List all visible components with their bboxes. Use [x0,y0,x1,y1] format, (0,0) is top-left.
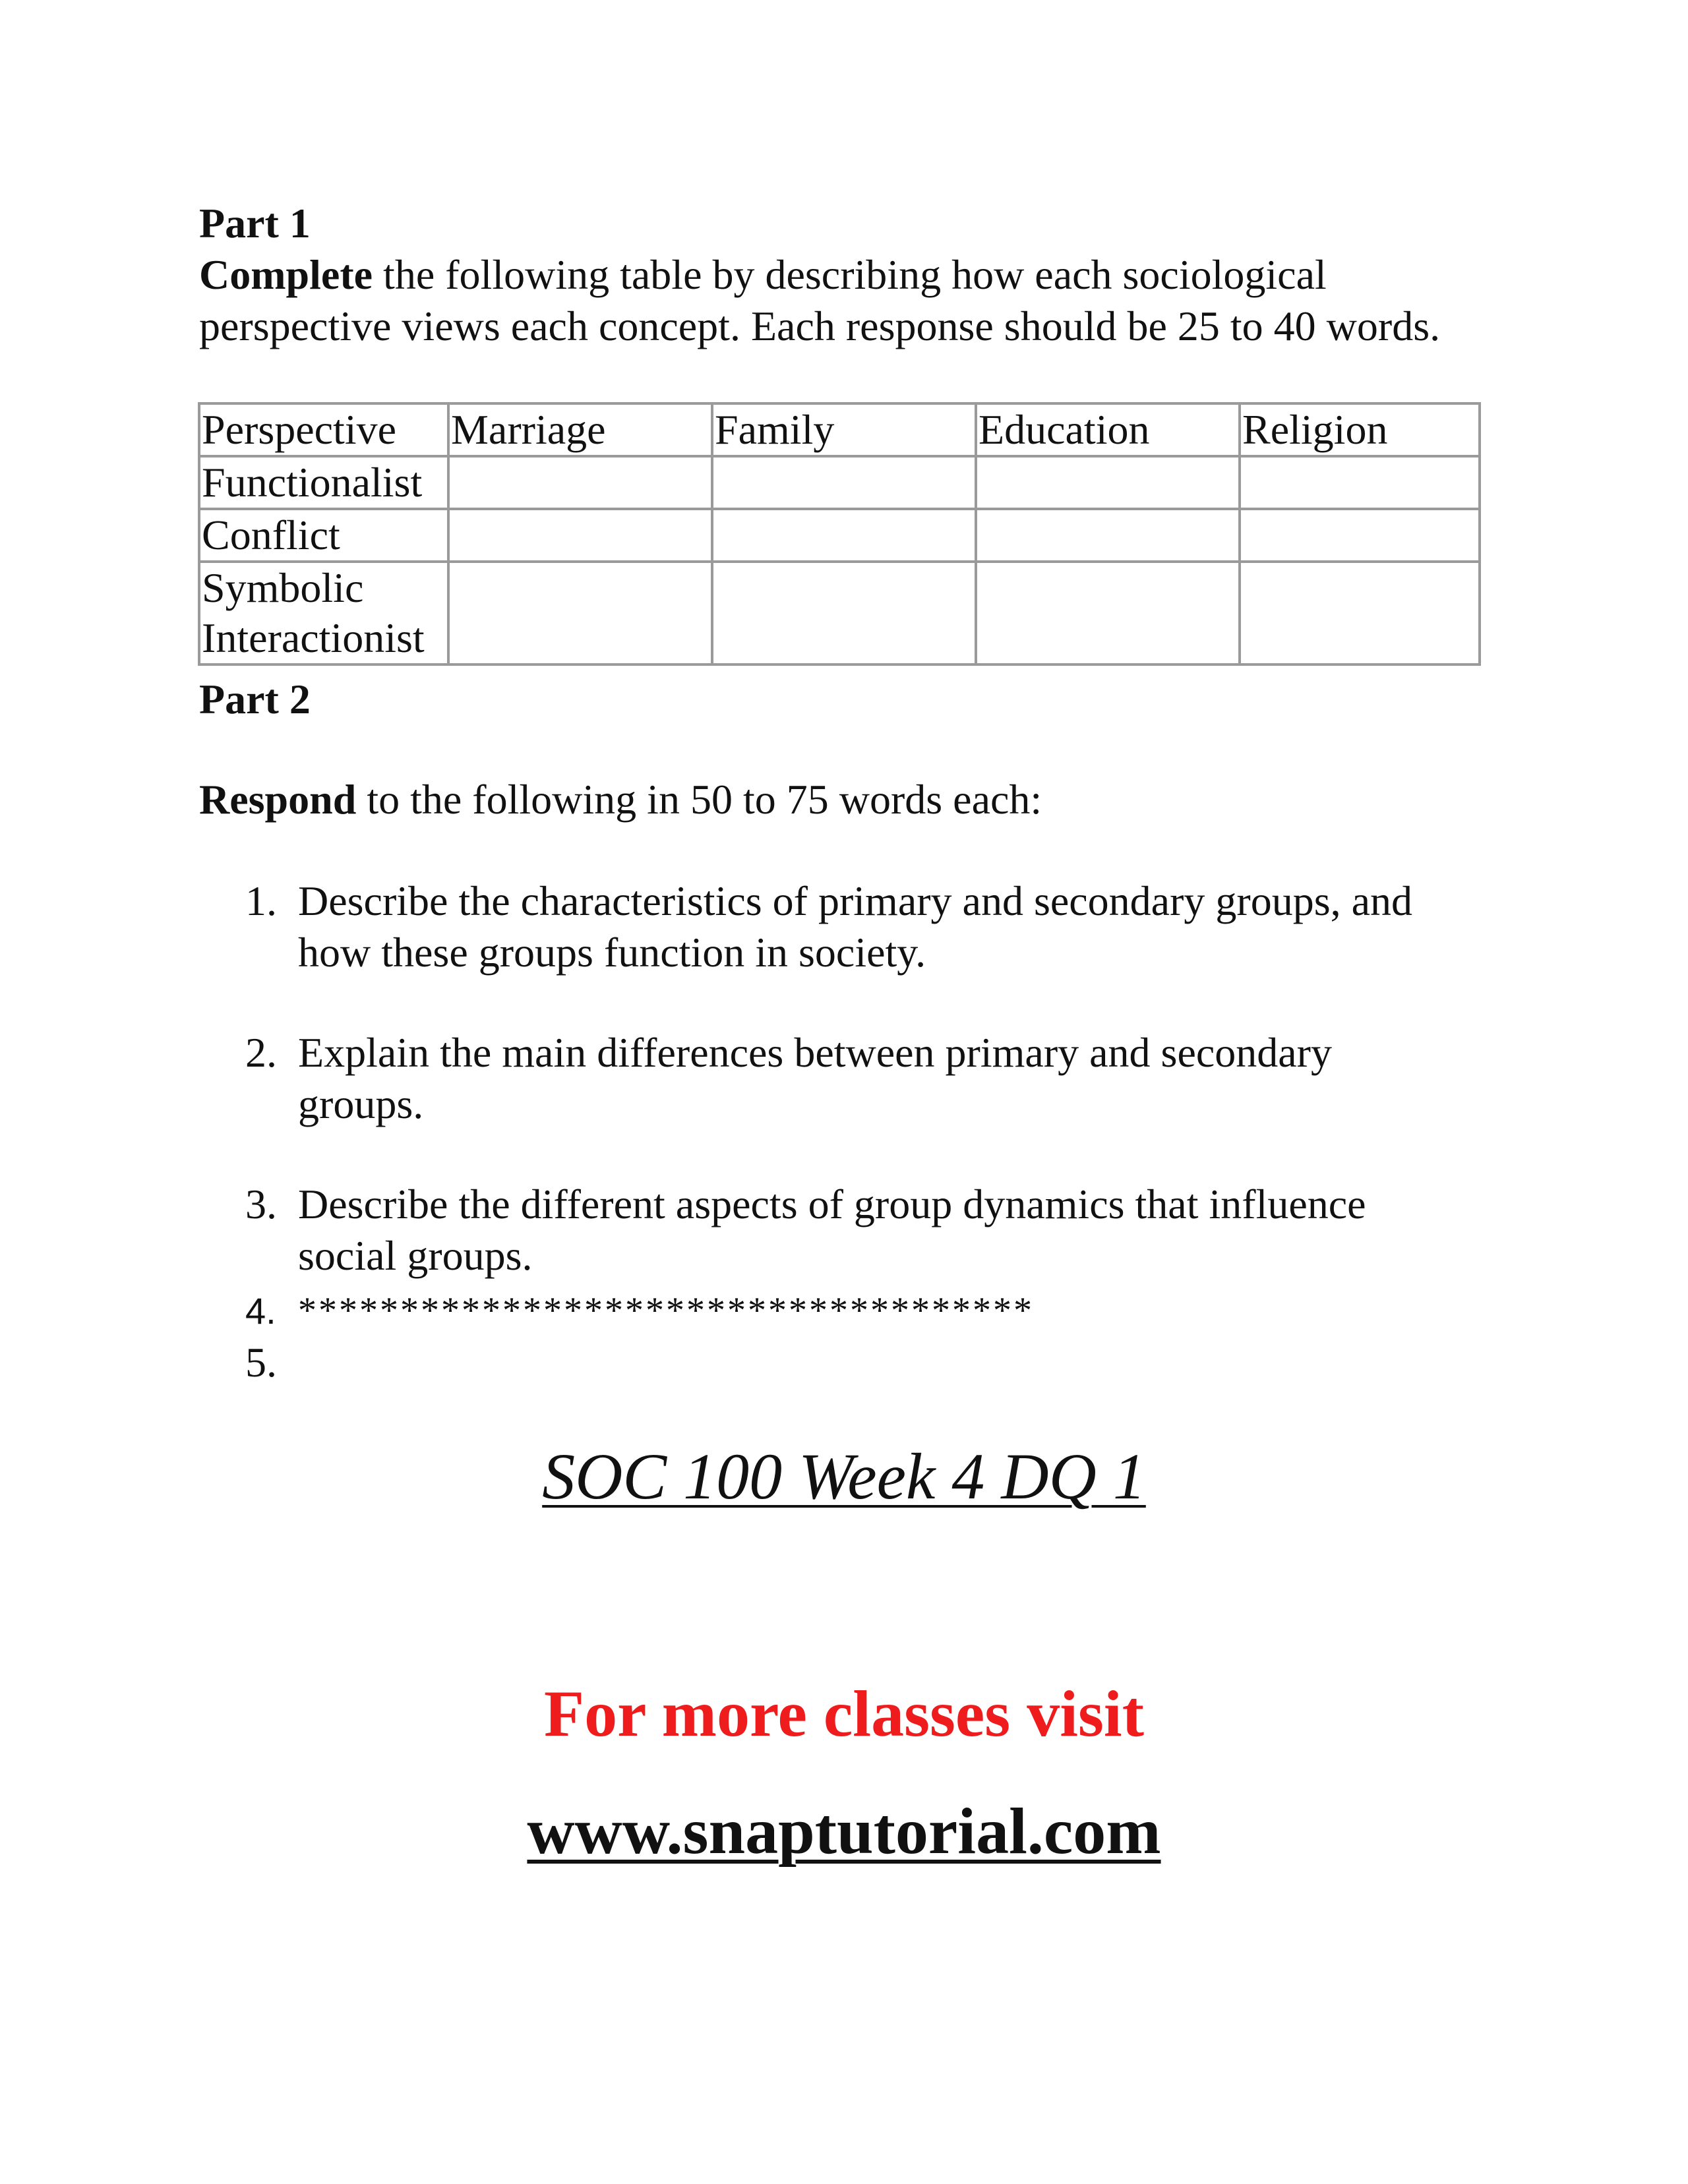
question-line2: groups. [298,1080,424,1127]
table-header-row [199,403,1480,456]
header-cell-education: Education [976,403,1240,456]
list-number: 1. [245,877,277,924]
instruction-line1: the following table by describing how each sociological [373,251,1327,298]
list-item [245,1027,1332,1130]
list-item [245,1283,1034,1336]
table-cell [976,562,1240,664]
table-cell [1240,456,1480,509]
promo-text: For more classes visit [543,1677,1144,1750]
table-cell [1240,509,1480,562]
list-item [245,875,1412,978]
row-label-line1: Symbolic [202,564,364,611]
header-cell-perspective: Perspective [199,403,448,456]
perspective-table [198,402,1481,666]
table-cell [976,456,1240,509]
table-cell [448,509,712,562]
row-label-conflict: Conflict [199,509,448,562]
row-label-functionalist: Functionalist [199,456,448,509]
table-row [199,509,1480,562]
part1-instructions [199,249,1518,352]
instruction-line2: perspective views each concept. Each response should be 25 to 40 words. [199,303,1441,349]
part1-heading: Part 1 [199,200,311,247]
course-title [0,1437,1688,1516]
respond-bold-word: Respond [199,776,357,823]
site-link[interactable] [0,1792,1688,1871]
list-number: 3. [245,1181,277,1227]
asterisk-separator: ************************************ [298,1290,1034,1331]
table-row [199,562,1480,664]
header-cell-marriage: Marriage [448,403,712,456]
table-cell [712,456,976,509]
table-cell [712,562,976,664]
table-cell [448,562,712,664]
table-cell [448,456,712,509]
header-cell-religion: Religion [1240,403,1480,456]
table-cell [1240,562,1480,664]
list-number: 2. [245,1029,277,1076]
header-cell-family: Family [712,403,976,456]
table-cell [712,509,976,562]
site-link-text[interactable]: www.snaptutorial.com [527,1794,1161,1868]
instruction-bold-word: Complete [199,251,373,298]
part2-heading: Part 2 [199,676,311,723]
row-label-line2: Interactionist [202,614,425,661]
table-cell [976,509,1240,562]
respond-instruction [199,774,1042,825]
question-line1: Explain the main differences between primary and secondary [298,1029,1332,1076]
course-title-text: SOC 100 Week 4 DQ 1 [542,1440,1146,1513]
question-line2: how these groups function in society. [298,929,926,976]
part1-block [199,198,1518,352]
respond-rest: to the following in 50 to 75 words each: [356,776,1042,823]
list-number: 4. [245,1290,276,1332]
table-row [199,456,1480,509]
question-line2: social groups. [298,1232,533,1279]
list-item [245,1179,1366,1282]
question-line1: Describe the different aspects of group dynamics that influence [298,1181,1366,1227]
list-number: 5. [245,1339,277,1386]
row-label-symbolic-interactionist [199,562,448,664]
question-line1: Describe the characteristics of primary and secondary groups, and [298,877,1412,924]
